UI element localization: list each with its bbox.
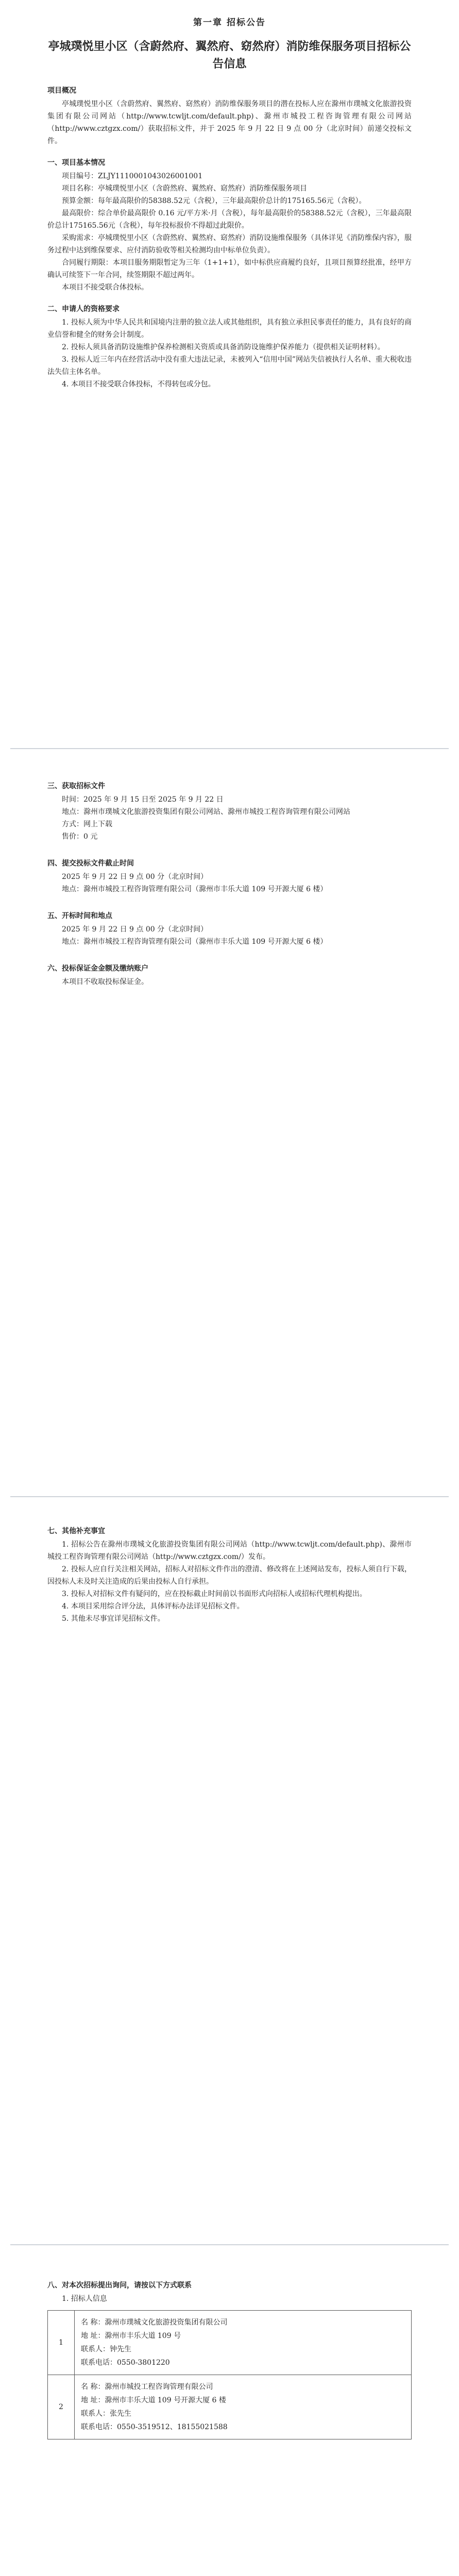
contact-table-wrap [47, 2310, 412, 2439]
section-heading-deposit: 六、投标保证金金额及缴纳账户 [47, 964, 148, 973]
opening-location: 地点：滁州市城投工程咨询管理有限公司（滁州市丰乐大道 109 号开源大厦 6 楼） [62, 938, 328, 946]
obtain-location: 地点：滁州市璞城文化旅游投资集团有限公司网站、滁州市城投工程咨询管理有限公司网站 [62, 808, 350, 816]
obtain-method: 方式：网上下载 [62, 820, 112, 828]
contact-table [47, 2310, 412, 2439]
qualification-item: 4. 本项目不接受联合体投标，不得转包或分包。 [62, 380, 215, 388]
section-heading-other: 七、其他补充事宜 [47, 1527, 105, 1535]
contact-person: 联系人：钟先生 [81, 2345, 131, 2353]
table-cell-content [75, 2311, 412, 2375]
budget-amount: 预算金额：每年最高限价的58388.52元（含税），三年最高限价总计的175165.56元（含税）。 [62, 197, 366, 205]
qualification-item: 2. 投标人须具备消防设施维护保养检测相关资质或具备消防设施维护保养能力（提供相关证明材料）。 [62, 343, 385, 351]
project-name: 项目名称：亭城璞悦里小区（含蔚然府、翼然府、窈然府）消防维保服务项目 [62, 184, 307, 193]
obtain-time: 时间：2025 年 9 月 15 日至 2025 年 9 月 22 日 [62, 795, 224, 804]
project-number: 项目编号：ZLJY1110001043026001001 [62, 172, 203, 180]
table-cell-index: 2 [48, 2375, 75, 2439]
contact-phone: 联系电话：0550-3519512、18155021588 [81, 2423, 228, 2431]
section-heading-obtain-docs: 三、获取招标文件 [47, 782, 105, 790]
no-consortium: 本项目不接受联合体投标。 [62, 283, 148, 292]
section-heading-contact: 八、对本次招标提出询问，请按以下方式联系 [47, 2281, 192, 2290]
document-sheet-1 [10, 0, 449, 748]
contact-subheading: 1. 招标人信息 [62, 2295, 107, 2303]
other-item: 3. 投标人对招标文件有疑问的，应在投标截止时间前以书面形式向招标人或招标代理机构提出。 [62, 1590, 367, 1598]
deadline-time: 2025 年 9 月 22 日 9 点 00 分（北京时间） [62, 873, 208, 881]
other-item: 5. 其他未尽事宜详见招标文件。 [62, 1615, 165, 1623]
contact-address: 地 址：滁州市丰乐大道 109 号开源大厦 6 楼 [81, 2396, 226, 2404]
section-heading-basic-info: 一、项目基本情况 [47, 159, 105, 167]
qualification-item: 1. 投标人须为中华人民共和国境内注册的独立法人或其他组织，具有独立承担民事责任的能力，具有良好的商业信誉和健全的财务会计制度。 [47, 318, 412, 339]
contact-address: 地 址：滁州市丰乐大道 109 号 [81, 2332, 181, 2340]
document-sheet-4 [10, 2244, 449, 2576]
deadline-location: 地点：滁州市城投工程咨询管理有限公司（滁州市丰乐大道 109 号开源大厦 6 楼） [62, 885, 328, 893]
document-sheet-3 [10, 1496, 449, 2244]
other-item: 4. 本项目采用综合评分法，具体评标办法详见招标文件。 [62, 1602, 244, 1611]
contact-org-name: 名 称：滁州市城投工程咨询管理有限公司 [81, 2383, 213, 2391]
overview-heading: 项目概况 [47, 87, 76, 95]
document-sheet-2 [10, 748, 449, 1496]
contact-org-name: 名 称：滁州市璞城文化旅游投资集团有限公司 [81, 2318, 228, 2327]
opening-time: 2025 年 9 月 22 日 9 点 00 分（北京时间） [62, 925, 208, 934]
table-row [48, 2375, 412, 2439]
max-price: 最高限价：综合单价最高限价 0.16 元/平方米·月（含税），每年最高限价的58388.52元（含税），三年最高限价总计175165.56元（含税），每年投标报价不得超过此限价。 [47, 209, 412, 230]
contract-period: 合同履行期限：本项目服务期限暂定为三年（1+1+1），如中标供应商履约良好，且项目预算经批准，经甲方确认可续签下一年合同，续签期限不超过两年。 [47, 259, 412, 279]
obtain-price: 售价：0 元 [62, 833, 98, 841]
chapter-heading: 第一章 招标公告 [193, 18, 266, 28]
section-heading-opening: 五、开标时间和地点 [47, 912, 112, 920]
section-heading-deadline: 四、提交投标文件截止时间 [47, 859, 134, 868]
section-heading-qualification: 二、申请人的资格要求 [47, 305, 120, 313]
procurement-requirement: 采购需求：亭城璞悦里小区（含蔚然府、翼然府、窈然府）消防设施维保服务（具体详见《消防维保内容》，服务过程中达到维保要求、应付消防验收等相关检测均由中标单位负责）。 [47, 234, 412, 255]
contact-person: 联系人：张先生 [81, 2410, 131, 2418]
document-title: 亭城璞悦里小区（含蔚然府、翼然府、窈然府）消防维保服务项目招标公告信息 [48, 40, 411, 71]
table-cell-content [75, 2375, 412, 2439]
other-item: 1. 招标公告在滁州市璞城文化旅游投资集团有限公司网站（http://www.tcwljt.com/default.php)、滁州市城投工程咨询管理有限公司网站（http://www.cztgzx.com/）发布。 [47, 1540, 412, 1561]
table-row [48, 2311, 412, 2375]
table-cell-index: 1 [48, 2311, 75, 2375]
contact-phone: 联系电话：0550-3801220 [81, 2359, 170, 2367]
other-item: 2. 投标人应自行关注相关网站，招标人对招标文件作出的澄清、修改将在上述网站发布，投标人须自行下载，因投标人未及时关注造成的后果由投标人自行承担。 [47, 1565, 412, 1586]
deposit-note: 本项目不收取投标保证金。 [62, 978, 148, 986]
overview-paragraph: 亭城璞悦里小区（含蔚然府、翼然府、窈然府）消防维保服务项目的潜在投标人应在滁州市璞城文化旅游投资集团有限公司网站（http://www.tcwljt.com/default.php)、滁州市城投工程咨询管理有限公司网站（http://www.cztgzx.com/）获取招标文件，并于 2025 年 9 月 22 日 9 点 00 分（北京时间）前递交投标文件。 [47, 100, 412, 145]
qualification-item: 3. 投标人近三年内在经营活动中没有重大违法记录，未被列入“信用中国”网站失信被执行人名单、重大税收违法失信主体名单。 [47, 355, 412, 376]
